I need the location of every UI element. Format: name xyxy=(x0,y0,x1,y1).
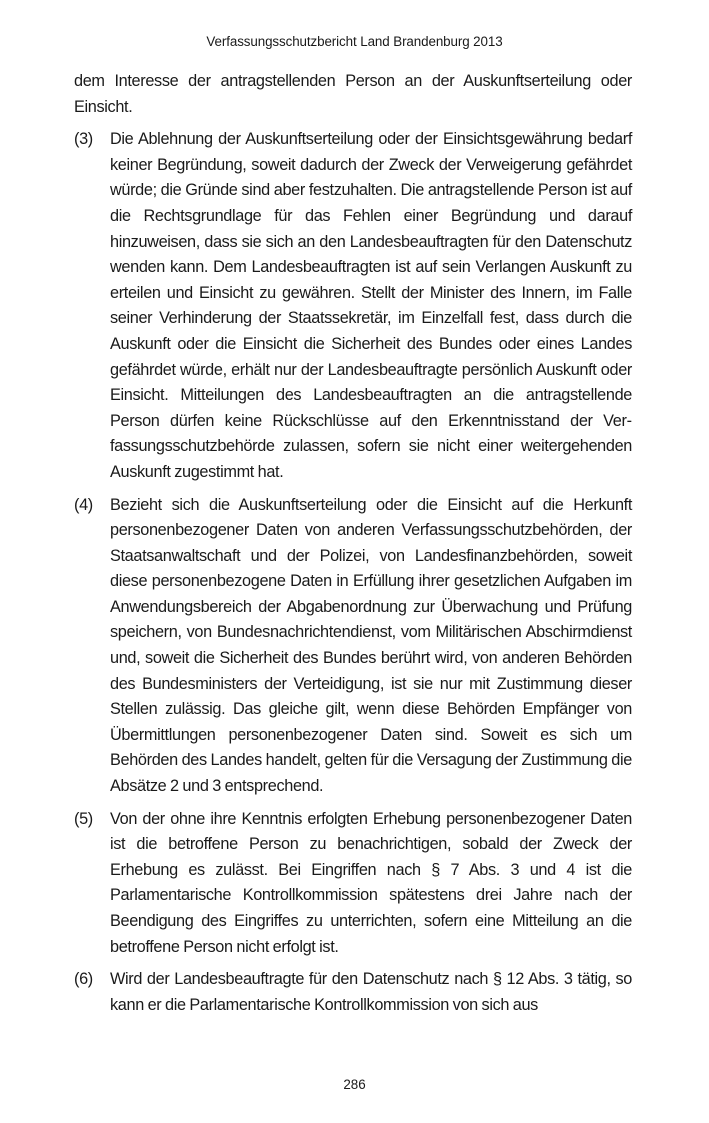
paragraph-text: Die Ablehnung der Auskunftserteilung oder der Einsichtsgewährung bedarf keiner Begründung, soweit dadurch der Zweck der Verweigerung gefährdet würde; die Gründe sind aber festzuhalten. Die antragstellende Person ist auf die Rechtsgrundlage für das Fehlen einer Begründung und darauf hinzuweisen, dass sie sich an den Landesbeauftragten für den Datenschutz wenden kann. Dem Landesbeauftragten ist auf sein Verlangen Auskunft zu erteilen und Einsicht zu gewähren. Stellt der Minister des Innern, im Falle seiner Verhinderung der Staatssekretär, im Einzelfall fest, dass durch die Auskunft oder die Einsicht die Sicherheit des Bundes oder eines Landes gefährdet würde, erhält nur der Landesbeauftragte persönlich Auskunft oder Einsicht. Mitteilungen des Landesbeauftragten an die antragstellende Person dürfen keine Rückschlüsse auf den Erkenntnisstand der Verfassungsschutzbehörde zulassen, sofern sie nicht einer weitergehenden Auskunft zugestimmt hat. xyxy=(110,130,632,481)
document-body xyxy=(74,69,632,1025)
paragraph-number: (5) xyxy=(74,809,93,828)
continued-paragraph: dem Interesse der antragstellenden Person an der Auskunftserteilung oder Einsicht. xyxy=(74,72,632,116)
paragraph-text: Wird der Landesbeauftragte für den Datenschutz nach § 12 Abs. 3 tätig, so kann er die Parlamentarische Kontrollkommission von sich aus xyxy=(110,970,632,1014)
paragraph-number: (4) xyxy=(74,495,93,514)
paragraph-3 xyxy=(74,127,632,485)
paragraph-5 xyxy=(74,807,632,961)
paragraph-text: Von der ohne ihre Kenntnis erfolgten Erhebung personenbezogener Daten ist die betroffene Person zu benachrichtigen, sobald der Zweck der Erhebung es zulässt. Bei Eingriffen nach § 7 Abs. 3 und 4 ist die Parlamentarische Kontrollkommission spätestens drei Jahre nach der Beendigung des Eingriffes zu unterrichten, sofern eine Mitteilung an die betroffene Person nicht erfolgt ist. xyxy=(110,809,632,956)
paragraph-number: (3) xyxy=(74,130,93,149)
paragraph-text: Bezieht sich die Auskunftserteilung oder die Einsicht auf die Herkunft personenbezogener Daten von anderen Verfassungsschutzbehörden, der Staatsanwaltschaft und der Polizei, von Landesfinanzbehörden, soweit diese personenbezogene Daten in Erfüllung ihrer gesetzlichen Aufgaben im Anwendungsbereich der Abgabenordnung zur Überwachung und Prüfung speichern, von Bundesnachrichtendienst, vom Militärischen Abschirmdienst und, soweit die Sicherheit des Bundes berührt wird, von anderen Behörden des Bundesministers der Verteidigung, ist sie nur mit Zustimmung dieser Stellen zulässig. Das gleiche gilt, wenn diese Behörden Empfänger von Übermittlungen personenbezogener Daten sind. Soweit es sich um Behörden des Landes handelt, gelten für die Versagung der Zustimmung die Absätze 2 und 3 entsprechend. xyxy=(110,495,632,796)
running-header: Verfassungsschutzbericht Land Brandenburg 2013 xyxy=(206,34,503,49)
paragraph-4 xyxy=(74,493,632,800)
paragraph-number: (6) xyxy=(74,970,93,989)
page-number: 286 xyxy=(343,1077,366,1092)
paragraph-6 xyxy=(74,967,632,1018)
